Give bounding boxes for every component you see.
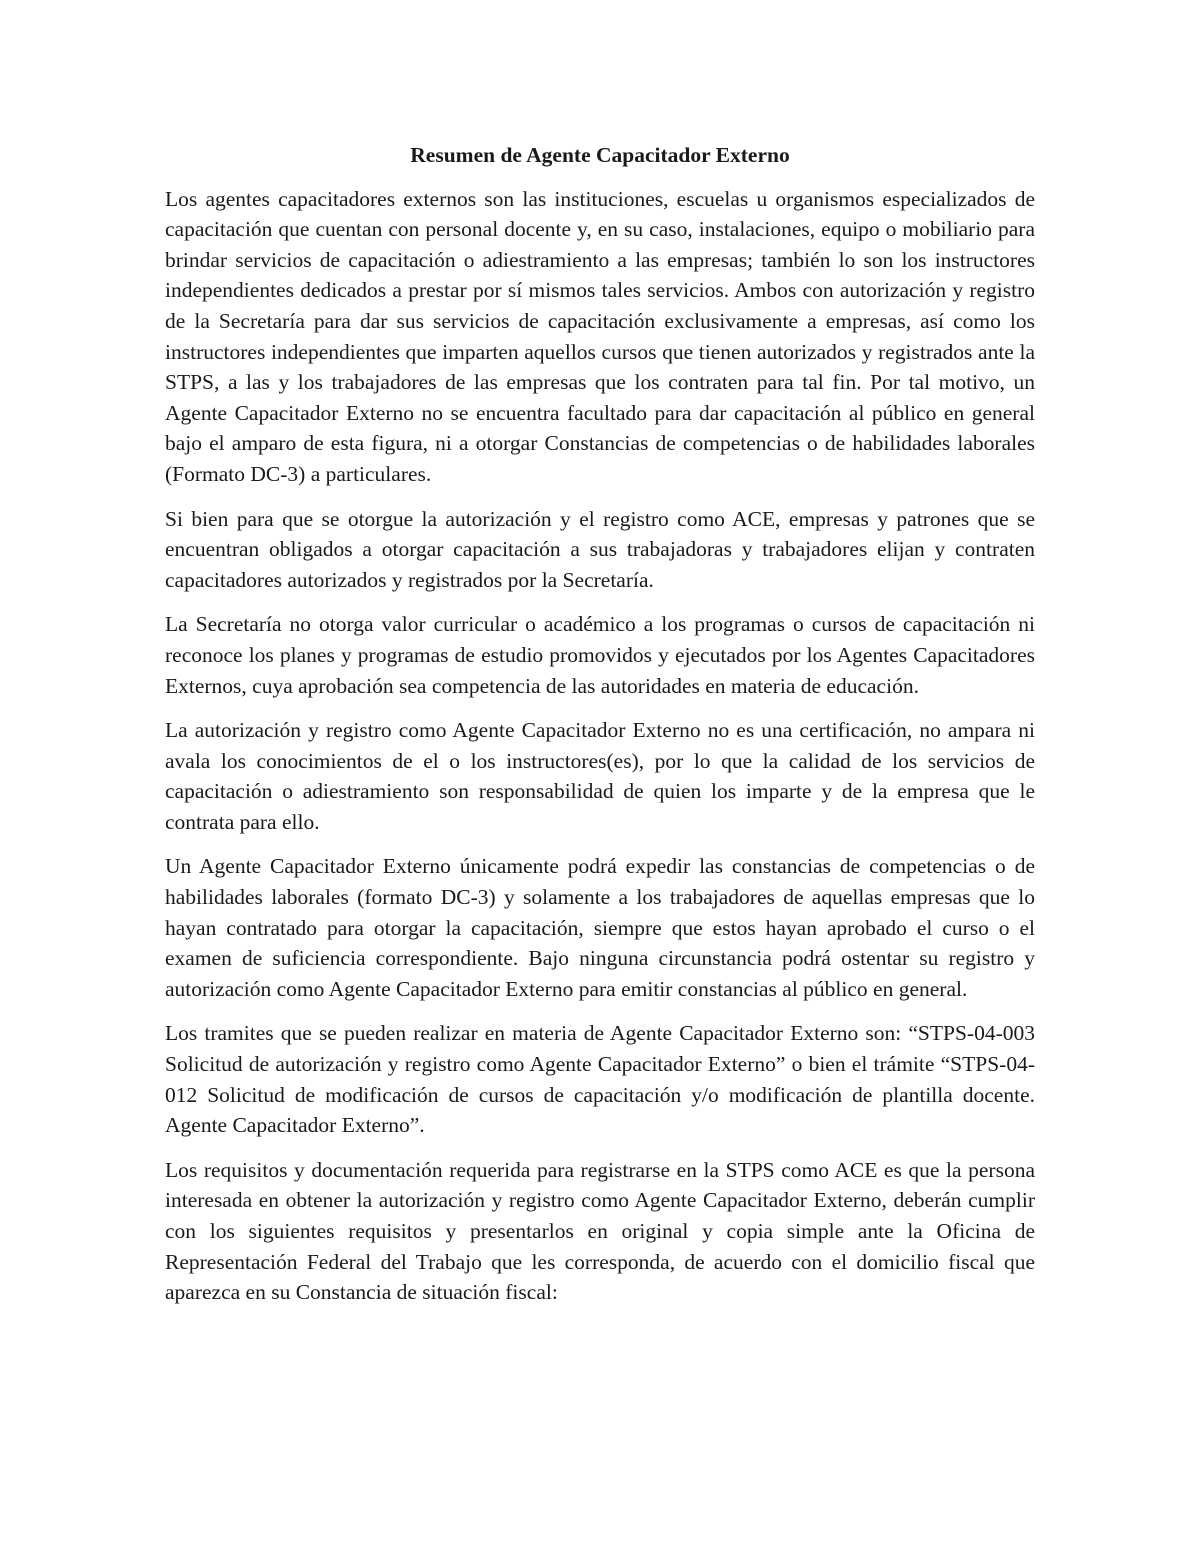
paragraph-requisitos: Los requisitos y documentación requerida para registrarse en la STPS como ACE es que la persona interesada en obtener la autorización y registro como Agente Capacitador Externo, deberán cumplir con los siguientes requisitos y presentarlos en original y copia simple ante la Oficina de Representación Federal del Trabajo que les corresponda, de acuerdo con el domicilio fiscal que aparezca en su Constancia de situación fiscal: <box>165 1157 1035 1305</box>
paragraph-not-certification: La autorización y registro como Agente Capacitador Externo no es una certificación, no ampara ni avala los conocimientos de el o los instructores(es), por lo que la calidad de los servicios de capacitación o adiestramiento son responsabilidad de quien los imparte y de la empresa que le contrata para ello. <box>165 718 1035 834</box>
paragraph-definition: Los agentes capacitadores externos son las instituciones, escuelas u organismos especializados de capacitación que cuentan con personal docente y, en su caso, instalaciones, equipo o mobiliario para brindar servicios de capacitación o adiestramiento a las empresas; también lo son los instructores independientes dedicados a prestar por sí mismos tales servicios. Ambos con autorización y registro de la Secretaría para dar sus servicios de capacitación exclusivamente a empresas, así como los instructores independientes que imparten aquellos cursos que tienen autorizados y registrados ante la STPS, a las y los trabajadores de las empresas que los contraten para tal fin. Por tal motivo, un Agente Capacitador Externo no se encuentra facultado para dar capacitación al público en general bajo el amparo de esta figura, ni a otorgar Constancias de competencias o de habilidades laborales (Formato DC-3) a particulares. <box>165 186 1035 486</box>
paragraph-curricular-value: La Secretaría no otorga valor curricular o académico a los programas o cursos de capacitación ni reconoce los planes y programas de estudio promovidos y ejecutados por los Agentes Capacitadores Externos, cuya aprobación sea competencia de las autoridades en materia de educación. <box>165 612 1035 698</box>
paragraph-authorization: Si bien para que se otorgue la autorización y el registro como ACE, empresas y patrones que se encuentran obligados a otorgar capacitación a sus trabajadoras y trabajadores elijan y contraten capacitadores autorizados y registrados por la Secretaría. <box>165 506 1035 592</box>
document-page <box>165 140 1035 1322</box>
paragraph-dc3-constancias: Un Agente Capacitador Externo únicamente podrá expedir las constancias de competencias o de habilidades laborales (formato DC-3) y solamente a los trabajadores de aquellas empresas que lo hayan contratado para otorgar la capacitación, siempre que estos hayan aprobado el curso o el examen de suficiencia correspondiente. Bajo ninguna circunstancia podrá ostentar su registro y autorización como Agente Capacitador Externo para emitir constancias al público en general. <box>165 854 1035 1001</box>
paragraph-tramites: Los tramites que se pueden realizar en materia de Agente Capacitador Externo son: “STPS-04-003 Solicitud de autorización y registro como Agente Capacitador Externo” o bien el trámite “STPS-04-012 Solicitud de modificación de cursos de capacitación y/o modificación de plantilla docente. Agente Capacitador Externo”. <box>165 1021 1035 1138</box>
document-title: Resumen de Agente Capacitador Externo <box>410 143 790 167</box>
